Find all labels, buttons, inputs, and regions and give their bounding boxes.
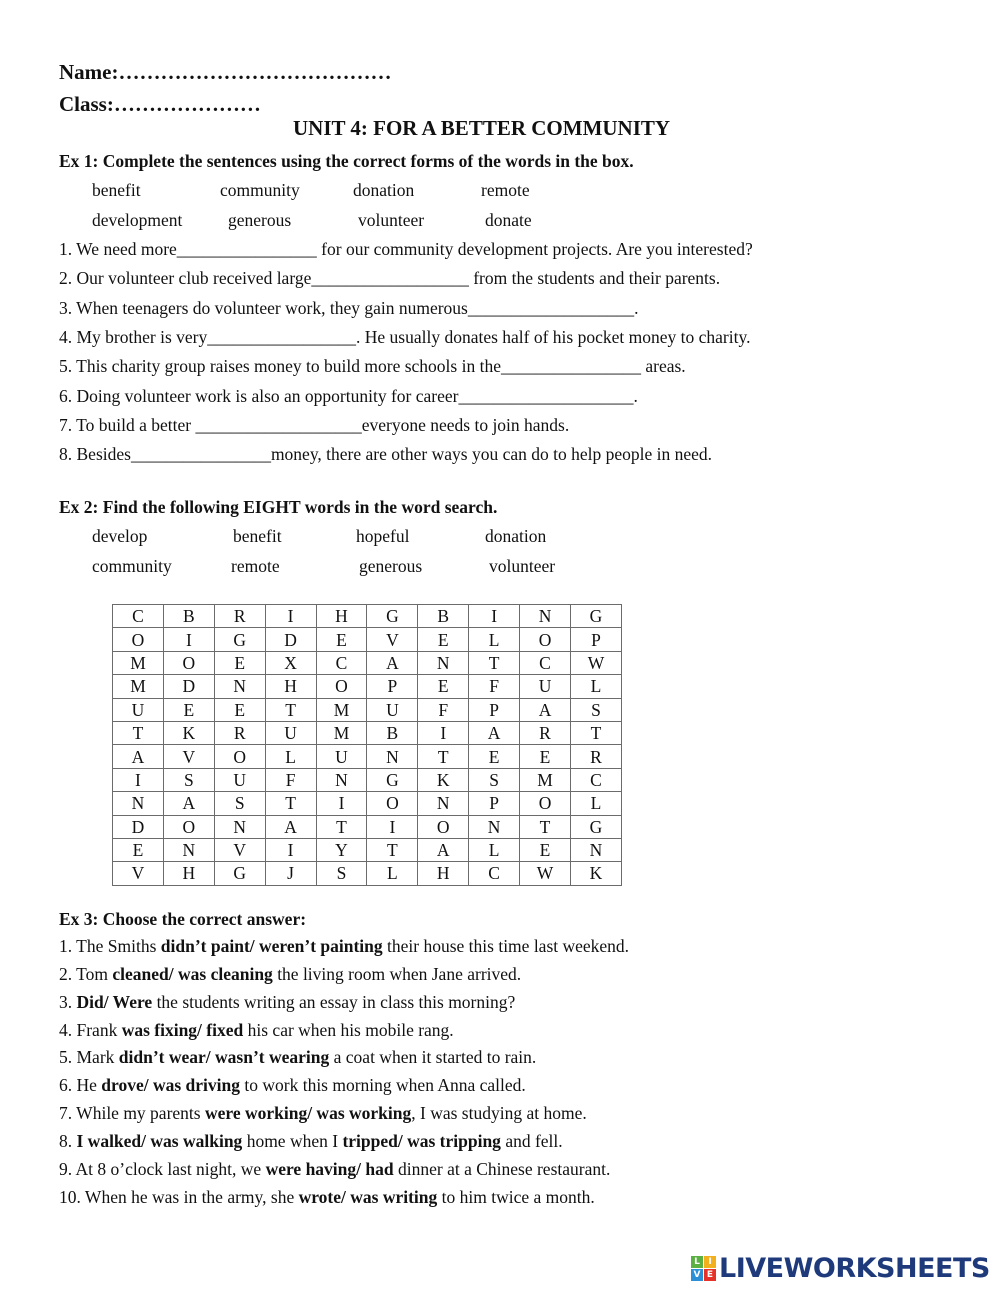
word-box-item: volunteer <box>358 210 425 230</box>
grid-cell[interactable]: G <box>571 815 622 838</box>
answer-choice[interactable]: were working/ was working <box>204 1103 412 1123</box>
grid-cell[interactable]: A <box>418 838 469 861</box>
ex1-item-3: 3. When teenagers do volunteer work, they gain numerous___________________. <box>59 298 639 318</box>
ex3-item-9 <box>59 1159 610 1179</box>
grid-cell[interactable]: I <box>418 721 469 744</box>
ex1-item-2: 2. Our volunteer club received large__________________ from the students and their parents. <box>59 268 721 288</box>
grid-cell[interactable]: R <box>520 721 571 744</box>
grid-cell[interactable]: S <box>571 698 622 721</box>
question-text: , I was studying at home. <box>411 1103 587 1123</box>
grid-cell[interactable]: I <box>265 838 316 861</box>
logo-tile-v: V <box>691 1269 703 1281</box>
grid-cell[interactable]: O <box>113 628 164 651</box>
grid-cell[interactable]: T <box>113 721 164 744</box>
question-text: 2. Tom <box>59 964 113 984</box>
question-text: the living room when Jane arrived. <box>272 964 522 984</box>
question-text: the students writing an essay in class this morning? <box>152 992 516 1012</box>
search-word: develop <box>92 526 148 546</box>
grid-cell[interactable]: R <box>571 745 622 768</box>
logo-wordmark: LIVEWORKSHEETS <box>719 1253 990 1284</box>
search-word: volunteer <box>489 556 556 576</box>
answer-choice[interactable]: drove/ was driving <box>101 1075 240 1095</box>
grid-cell[interactable]: M <box>113 651 164 674</box>
grid-cell[interactable]: E <box>316 628 367 651</box>
grid-cell[interactable]: T <box>316 815 367 838</box>
ex3-item-2 <box>59 964 521 984</box>
grid-cell[interactable]: P <box>469 792 520 815</box>
grid-cell[interactable]: U <box>265 721 316 744</box>
question-text: 4. Frank <box>59 1020 122 1040</box>
ex1-item-7: 7. To build a better ___________________everyone needs to join hands. <box>59 415 570 435</box>
grid-cell[interactable]: R <box>214 721 265 744</box>
grid-cell[interactable]: O <box>367 792 418 815</box>
search-word: community <box>92 556 172 576</box>
grid-row <box>113 792 622 815</box>
ex1-item-4: 4. My brother is very_________________. He usually donates half of his pocket money to charity. <box>59 327 751 347</box>
page-title: UNIT 4: FOR A BETTER COMMUNITY <box>293 116 671 140</box>
ex3-item-6 <box>59 1075 526 1095</box>
grid-cell[interactable]: A <box>469 721 520 744</box>
question-text: and fell. <box>500 1131 563 1151</box>
ex3-item-8 <box>59 1131 563 1151</box>
grid-row <box>113 815 622 838</box>
grid-cell[interactable]: L <box>571 792 622 815</box>
grid-cell[interactable]: K <box>418 768 469 791</box>
grid-cell[interactable]: U <box>316 745 367 768</box>
grid-cell[interactable]: B <box>367 721 418 744</box>
grid-cell[interactable]: O <box>163 815 214 838</box>
grid-cell[interactable]: T <box>469 651 520 674</box>
answer-choice[interactable]: was fixing/ fixed <box>121 1020 244 1040</box>
question-text: to work this morning when Anna called. <box>240 1075 526 1095</box>
grid-cell[interactable]: C <box>469 862 520 885</box>
grid-cell[interactable]: N <box>214 815 265 838</box>
grid-cell[interactable]: D <box>113 815 164 838</box>
grid-cell[interactable]: E <box>418 628 469 651</box>
grid-row <box>113 698 622 721</box>
grid-cell[interactable]: C <box>520 651 571 674</box>
answer-choice[interactable]: I walked/ was walking <box>76 1131 243 1151</box>
grid-cell[interactable]: D <box>265 628 316 651</box>
search-word: hopeful <box>356 526 410 546</box>
question-text: 7. While my parents <box>59 1103 205 1123</box>
grid-cell[interactable]: K <box>163 721 214 744</box>
question-text: 8. <box>59 1131 77 1151</box>
grid-cell[interactable]: N <box>113 792 164 815</box>
grid-cell[interactable]: L <box>265 745 316 768</box>
answer-choice[interactable]: cleaned/ was cleaning <box>112 964 273 984</box>
grid-cell[interactable]: N <box>214 675 265 698</box>
grid-cell[interactable]: O <box>418 815 469 838</box>
grid-cell[interactable]: I <box>113 768 164 791</box>
grid-cell[interactable]: R <box>214 605 265 628</box>
grid-cell[interactable]: U <box>367 698 418 721</box>
grid-cell[interactable]: S <box>214 792 265 815</box>
grid-cell[interactable]: H <box>163 862 214 885</box>
grid-cell[interactable]: I <box>316 792 367 815</box>
grid-cell[interactable]: C <box>113 605 164 628</box>
grid-cell[interactable]: L <box>469 628 520 651</box>
grid-cell[interactable]: L <box>469 838 520 861</box>
grid-cell[interactable]: M <box>316 698 367 721</box>
answer-choice[interactable]: wrote/ was writing <box>298 1187 438 1207</box>
grid-cell[interactable]: G <box>367 768 418 791</box>
grid-cell[interactable]: B <box>163 605 214 628</box>
grid-cell[interactable]: O <box>316 675 367 698</box>
grid-cell[interactable]: E <box>520 745 571 768</box>
grid-cell[interactable]: D <box>163 675 214 698</box>
question-text: 6. He <box>59 1075 102 1095</box>
logo-tile-e: E <box>704 1269 716 1281</box>
grid-cell[interactable]: S <box>163 768 214 791</box>
word-box-item: donation <box>353 180 415 200</box>
question-text: a coat when it started to rain. <box>329 1047 537 1067</box>
grid-cell[interactable]: C <box>316 651 367 674</box>
grid-cell[interactable]: N <box>571 838 622 861</box>
grid-cell[interactable]: G <box>214 628 265 651</box>
grid-cell[interactable]: H <box>418 862 469 885</box>
grid-cell[interactable]: T <box>265 698 316 721</box>
grid-cell[interactable]: L <box>367 862 418 885</box>
grid-cell[interactable]: U <box>520 675 571 698</box>
grid-cell[interactable]: A <box>265 815 316 838</box>
grid-row <box>113 605 622 628</box>
grid-cell[interactable]: N <box>316 768 367 791</box>
grid-cell[interactable]: N <box>418 792 469 815</box>
answer-choice[interactable]: were having/ had <box>265 1159 394 1179</box>
grid-cell[interactable]: H <box>316 605 367 628</box>
grid-cell[interactable]: E <box>113 838 164 861</box>
grid-cell[interactable]: E <box>418 675 469 698</box>
grid-cell[interactable]: A <box>367 651 418 674</box>
grid-cell[interactable]: E <box>214 698 265 721</box>
grid-cell[interactable]: E <box>520 838 571 861</box>
grid-cell[interactable]: M <box>113 675 164 698</box>
grid-cell[interactable]: U <box>113 698 164 721</box>
grid-cell[interactable]: A <box>113 745 164 768</box>
grid-cell[interactable]: P <box>367 675 418 698</box>
grid-cell[interactable]: T <box>520 815 571 838</box>
grid-cell[interactable]: O <box>520 628 571 651</box>
ex1-item-8: 8. Besides________________money, there are other ways you can do to help people in need. <box>59 444 713 464</box>
grid-cell[interactable]: O <box>214 745 265 768</box>
grid-row <box>113 721 622 744</box>
grid-cell[interactable]: F <box>265 768 316 791</box>
question-text: to him twice a month. <box>437 1187 595 1207</box>
grid-row <box>113 768 622 791</box>
grid-cell[interactable]: J <box>265 862 316 885</box>
liveworksheets-logo <box>691 1253 990 1284</box>
grid-row <box>113 651 622 674</box>
grid-cell[interactable]: K <box>571 862 622 885</box>
search-word: donation <box>485 526 547 546</box>
grid-cell[interactable]: F <box>469 675 520 698</box>
ex3-item-7 <box>59 1103 587 1123</box>
name-field-label: Name:………………………………… <box>59 60 392 84</box>
grid-cell[interactable]: U <box>214 768 265 791</box>
word-box-item: donate <box>485 210 532 230</box>
grid-cell[interactable]: P <box>571 628 622 651</box>
grid-cell[interactable]: T <box>571 721 622 744</box>
ex3-heading: Ex 3: Choose the correct answer: <box>59 909 307 929</box>
word-box-item: community <box>220 180 300 200</box>
grid-cell[interactable]: I <box>367 815 418 838</box>
question-text: dinner at a Chinese restaurant. <box>393 1159 611 1179</box>
grid-cell[interactable]: G <box>571 605 622 628</box>
grid-cell[interactable]: P <box>469 698 520 721</box>
question-text: 5. Mark <box>59 1047 119 1067</box>
ex3-item-5 <box>59 1047 536 1067</box>
grid-row <box>113 838 622 861</box>
grid-cell[interactable]: Y <box>316 838 367 861</box>
grid-cell[interactable]: V <box>113 862 164 885</box>
grid-cell[interactable]: N <box>367 745 418 768</box>
grid-cell[interactable]: W <box>520 862 571 885</box>
answer-choice[interactable]: didn’t paint/ weren’t painting <box>160 936 383 956</box>
ex2-heading: Ex 2: Find the following EIGHT words in the word search. <box>59 497 498 517</box>
ex1-heading: Ex 1: Complete the sentences using the correct forms of the words in the box. <box>59 151 634 171</box>
answer-choice[interactable]: Did/ Were <box>76 992 153 1012</box>
live-tiles-icon <box>691 1256 716 1281</box>
grid-cell[interactable]: V <box>367 628 418 651</box>
grid-cell[interactable]: I <box>469 605 520 628</box>
grid-row <box>113 675 622 698</box>
word-box-item: remote <box>481 180 530 200</box>
question-text: their house this time last weekend. <box>382 936 630 956</box>
grid-cell[interactable]: S <box>316 862 367 885</box>
word-search-grid <box>112 604 622 886</box>
grid-cell[interactable]: T <box>418 745 469 768</box>
ex3-item-1 <box>59 936 629 956</box>
question-text: home when I <box>242 1131 343 1151</box>
grid-cell[interactable]: O <box>163 651 214 674</box>
grid-cell[interactable]: N <box>418 651 469 674</box>
word-box-item: benefit <box>92 180 141 200</box>
grid-cell[interactable]: E <box>469 745 520 768</box>
grid-cell[interactable]: V <box>214 838 265 861</box>
word-box-item: development <box>92 210 183 230</box>
ex1-item-1: 1. We need more________________ for our community development projects. Are you interested? <box>59 239 753 259</box>
grid-cell[interactable]: M <box>316 721 367 744</box>
grid-cell[interactable]: N <box>520 605 571 628</box>
grid-cell[interactable]: I <box>163 628 214 651</box>
grid-cell[interactable]: V <box>163 745 214 768</box>
word-box-item: generous <box>228 210 292 230</box>
grid-cell[interactable]: C <box>571 768 622 791</box>
search-word: benefit <box>233 526 282 546</box>
grid-row <box>113 862 622 885</box>
class-field-label: Class:………………… <box>59 92 261 116</box>
grid-cell[interactable]: G <box>214 862 265 885</box>
grid-row <box>113 628 622 651</box>
grid-cell[interactable]: E <box>214 651 265 674</box>
grid-cell[interactable]: W <box>571 651 622 674</box>
search-word: remote <box>231 556 280 576</box>
grid-cell[interactable]: F <box>418 698 469 721</box>
grid-cell[interactable]: M <box>520 768 571 791</box>
grid-cell[interactable]: T <box>367 838 418 861</box>
grid-row <box>113 745 622 768</box>
answer-choice[interactable]: didn’t wear/ wasn’t wearing <box>118 1047 330 1067</box>
grid-cell[interactable]: E <box>163 698 214 721</box>
search-word: generous <box>359 556 423 576</box>
grid-cell[interactable]: B <box>418 605 469 628</box>
grid-cell[interactable]: L <box>571 675 622 698</box>
grid-cell[interactable]: X <box>265 651 316 674</box>
question-text: 10. When he was in the army, she <box>59 1187 299 1207</box>
ex3-item-10 <box>59 1187 595 1207</box>
ex3-item-4 <box>59 1020 454 1040</box>
question-text: 1. The Smiths <box>59 936 161 956</box>
logo-tile-i: I <box>704 1256 716 1268</box>
grid-cell[interactable]: A <box>520 698 571 721</box>
logo-tile-l: L <box>691 1256 703 1268</box>
grid-cell[interactable]: T <box>265 792 316 815</box>
question-text: his car when his mobile rang. <box>243 1020 454 1040</box>
grid-cell[interactable]: N <box>163 838 214 861</box>
grid-cell[interactable]: O <box>520 792 571 815</box>
answer-choice[interactable]: tripped/ was tripping <box>342 1131 501 1151</box>
ex1-item-5: 5. This charity group raises money to build more schools in the________________ areas. <box>59 356 686 376</box>
question-text: 3. <box>59 992 77 1012</box>
grid-cell[interactable]: A <box>163 792 214 815</box>
grid-cell[interactable]: N <box>469 815 520 838</box>
question-text: 9. At 8 o’clock last night, we <box>59 1159 266 1179</box>
grid-cell[interactable]: I <box>265 605 316 628</box>
ex3-item-3 <box>59 992 515 1012</box>
ex1-item-6: 6. Doing volunteer work is also an opportunity for career____________________. <box>59 386 638 406</box>
grid-cell[interactable]: S <box>469 768 520 791</box>
grid-cell[interactable]: H <box>265 675 316 698</box>
grid-cell[interactable]: G <box>367 605 418 628</box>
